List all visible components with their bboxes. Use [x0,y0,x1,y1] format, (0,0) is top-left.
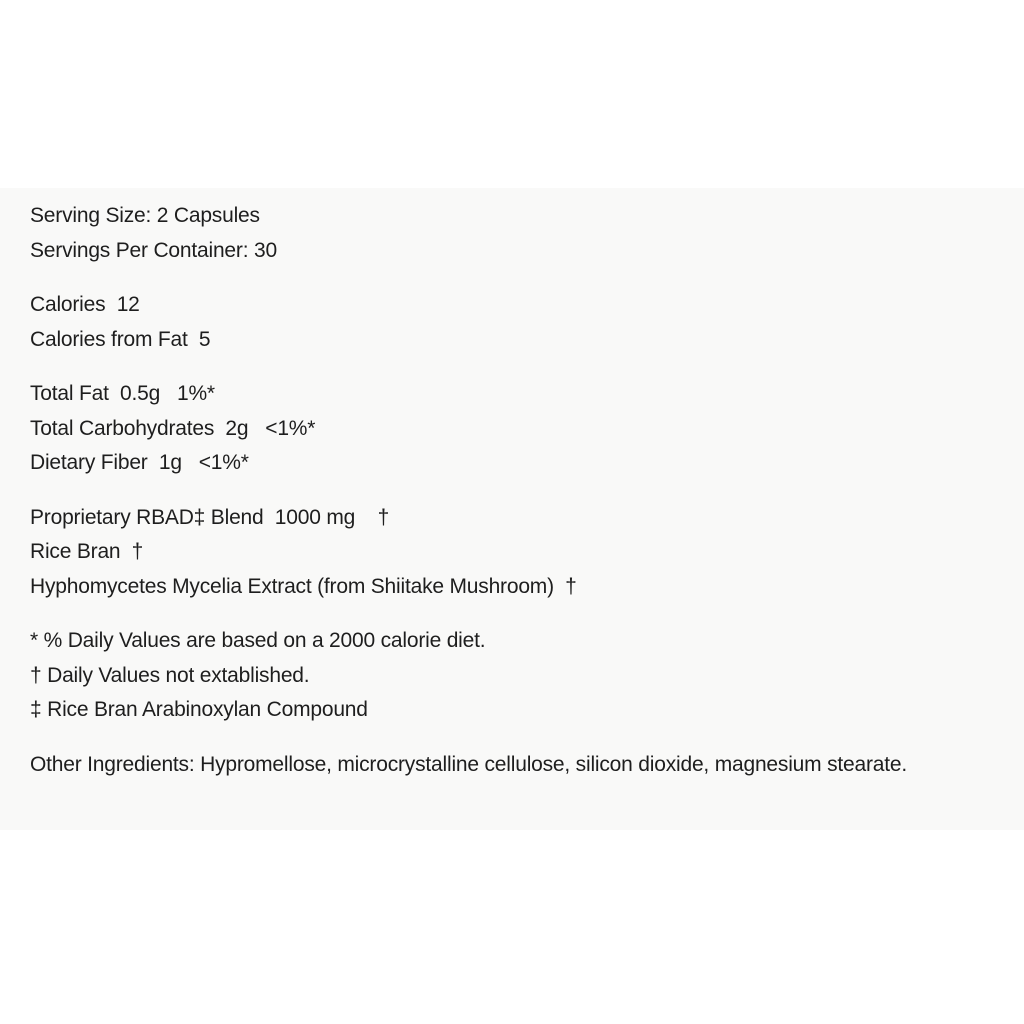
supplement-facts-text [30,199,1020,782]
calories-from-fat: Calories from Fat 5 [30,327,211,351]
servings-per-container: Servings Per Container: 30 [30,238,277,262]
blend-row: Proprietary RBAD‡ Blend 1000 mg † [30,505,390,529]
footnotes-section [30,624,1020,728]
footnote: * % Daily Values are based on a 2000 calorie diet. [30,629,486,652]
nutrient-row: Total Fat 0.5g 1%* [30,382,215,405]
other-ingredients: Other Ingredients: Hypromellose, microcrystalline cellulose, silicon dioxide, magnesium stearate. [30,752,907,776]
calories-section [30,288,1020,357]
blend-row: Rice Bran † [30,540,144,563]
calories: Calories 12 [30,293,140,316]
blend-section [30,501,1020,605]
footnote: † Daily Values not extablished. [30,663,310,687]
serving-size: Serving Size: 2 Capsules [30,204,260,227]
nutrient-row: Dietary Fiber 1g <1%* [30,451,249,474]
serving-section [30,199,1020,268]
nutrients-section [30,377,1020,481]
other-ingredients-section [30,748,1020,783]
blend-row: Hyphomycetes Mycelia Extract (from Shiitake Mushroom) † [30,574,577,598]
footnote: ‡ Rice Bran Arabinoxylan Compound [30,698,368,721]
nutrient-row: Total Carbohydrates 2g <1%* [30,416,316,440]
